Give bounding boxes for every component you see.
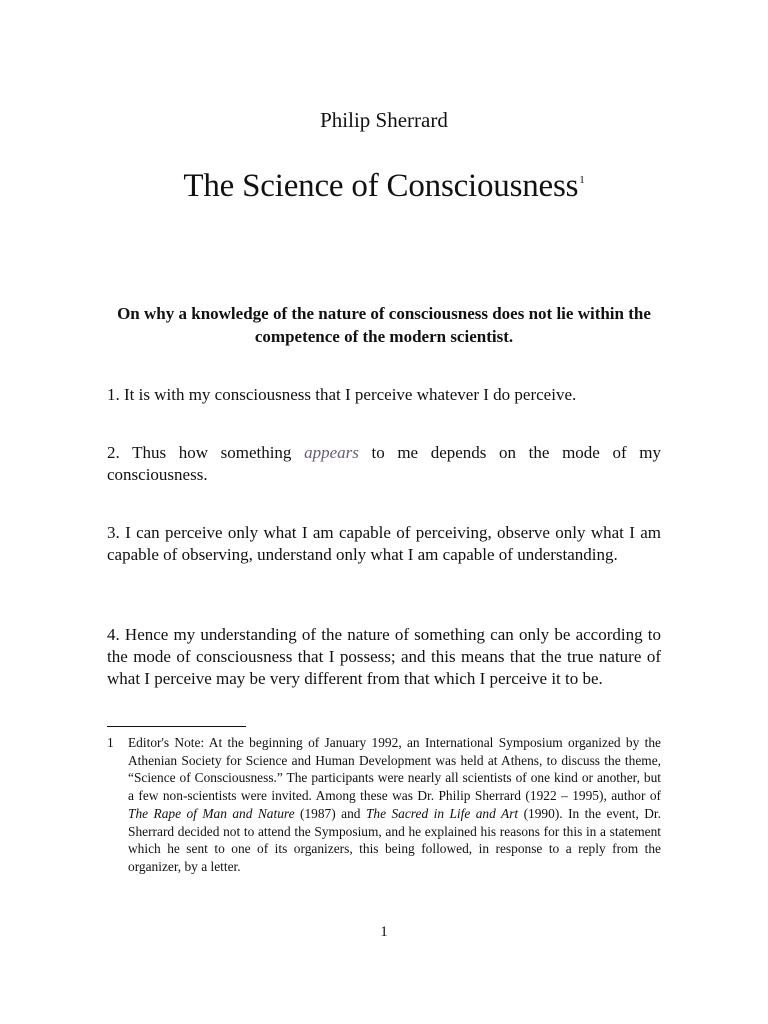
footnote-book-title-2: The Sacred in Life and Art	[365, 805, 519, 821]
page-title	[0, 168, 768, 205]
subtitle: On why a knowledge of the nature of consciousness does not lie within the competence of the modern scientist.	[117, 304, 651, 346]
footnote-number: 1	[107, 735, 114, 750]
footnote-text-part-3: (1990). In the event, Dr. Sherrard decided not to attend the Symposium, and he explained his reasons for this in a statement which he sent to one of its organizers, this being followed, in response to a reply from the organizer, by a letter.	[128, 805, 662, 874]
paragraph-4: 4. Hence my understanding of the nature of something can only be according to the mode of consciousness that I possess; and this means that the true nature of what I perceive may be very different from that which I perceive it to be.	[107, 625, 661, 688]
paragraph-1: 1. It is with my consciousness that I perceive whatever I do perceive.	[107, 385, 577, 404]
footnote-reference[interactable]: 1	[579, 174, 585, 186]
paragraph-3: 3. I can perceive only what I am capable of perceiving, observe only what I am capable of observing, understand only what I am capable of understanding.	[107, 523, 661, 564]
title-text: The Science of Consciousness	[183, 168, 579, 204]
footnote-text-part-2: (1987) and	[294, 805, 366, 821]
footnote	[107, 734, 661, 876]
paragraph-2-start: 2. Thus how something	[107, 443, 305, 462]
footnote-text	[128, 734, 661, 876]
author-name: Philip Sherrard	[320, 108, 448, 132]
footnote-divider	[107, 726, 246, 727]
page-number: 1	[380, 924, 388, 940]
footnote-text-part-1: Editor's Note: At the beginning of January 1992, an International Symposium organized by the Athenian Society for Science and Human Development was held at Athens, to discuss the theme, “Science of Consciousness.” The participants were nearly all scientists of one kind or another, but a few non-scientists were invited. Among these was Dr. Philip Sherrard (1922 – 1995), author of	[128, 735, 661, 804]
paragraph-2-end: to me depends on the mode of my consciousness.	[107, 443, 661, 484]
emphasis-appears: appears	[304, 443, 359, 462]
paragraph-2	[107, 442, 661, 486]
footnote-book-title-1: The Rape of Man and Nature	[128, 805, 295, 821]
